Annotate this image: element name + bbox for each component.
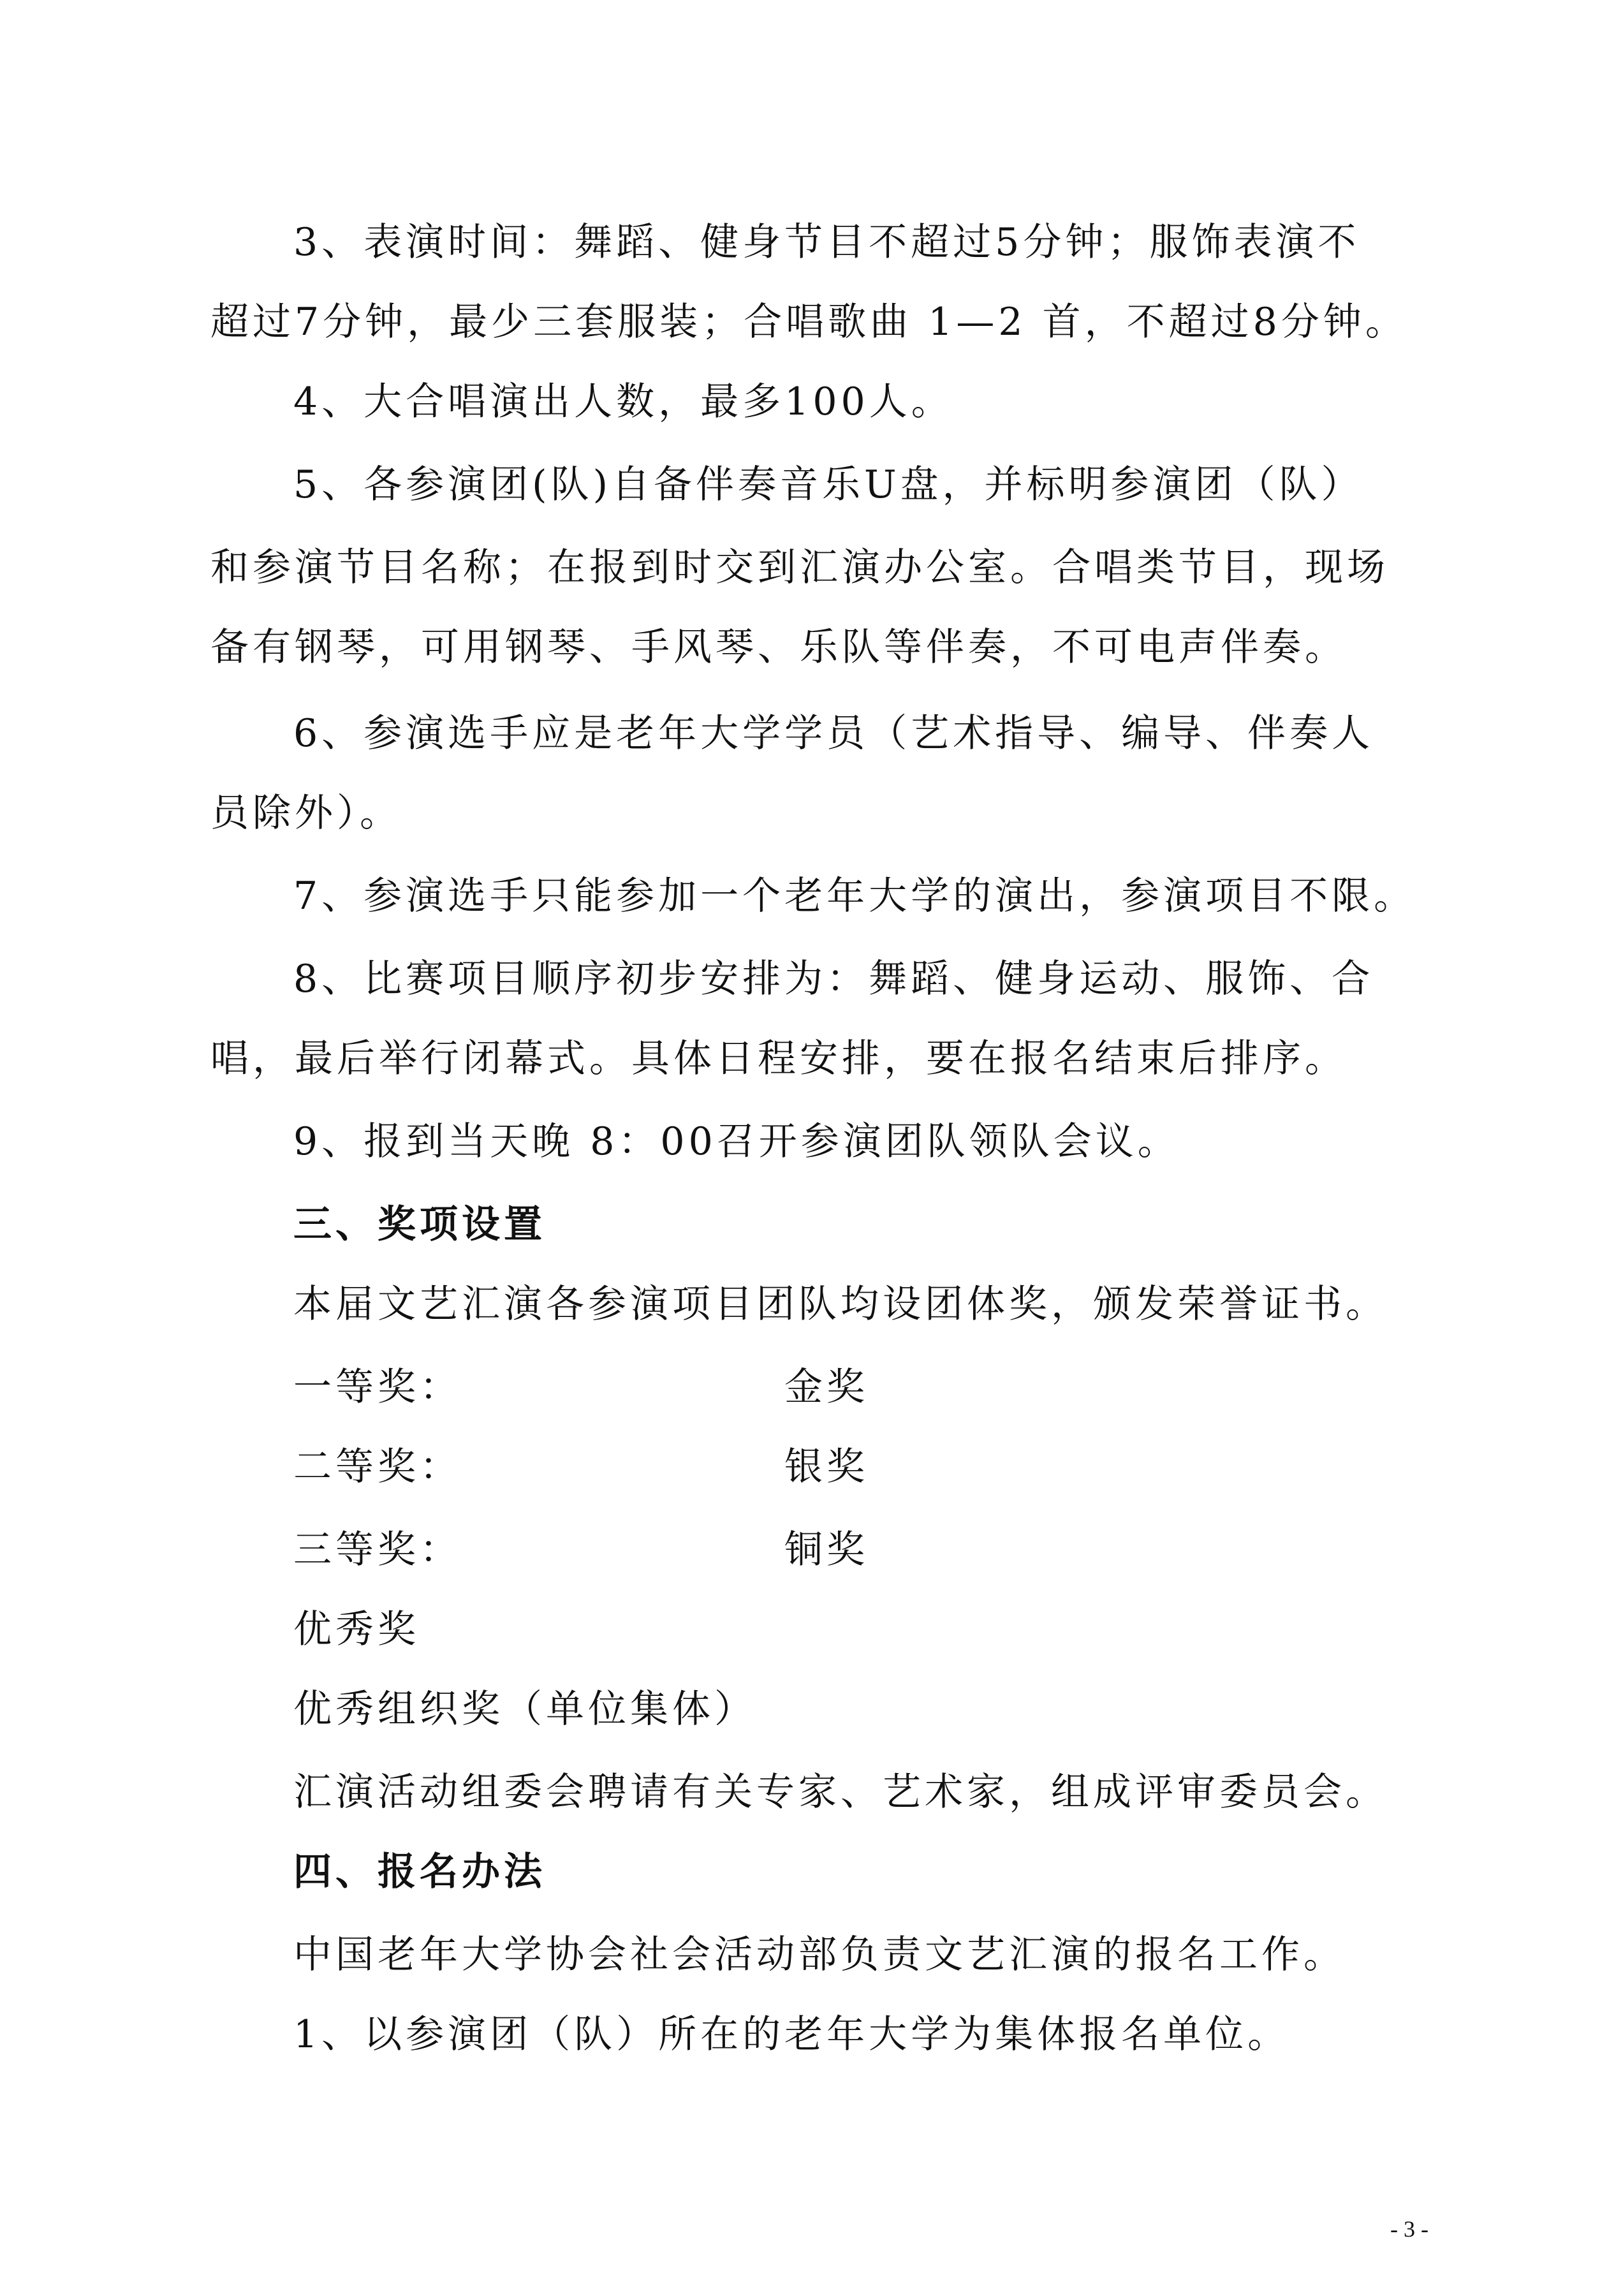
section-heading-registration: 四、报名办法 (293, 1850, 546, 1894)
award-rank: 一等奖： (293, 1365, 462, 1409)
award-name: 银奖 (784, 1445, 869, 1489)
paragraph-line: 超过7分钟，最少三套服装；合唱歌曲 1—2 首，不超过8分钟。 (210, 300, 1407, 344)
award-name: 铜奖 (784, 1527, 869, 1572)
awards-intro: 本届文艺汇演各参演项目团队均设团体奖，颁发荣誉证书。 (293, 1282, 1388, 1327)
page-number: - 3 - (1390, 2216, 1428, 2242)
paragraph-line: 7、参演选手只能参加一个老年大学的演出，参演项目不限。 (293, 874, 1416, 918)
paragraph-line: 5、各参演团(队)自备伴奏音乐U盘，并标明参演团（队） (293, 462, 1363, 507)
paragraph-line: 员除外）。 (210, 791, 402, 835)
award-item (293, 1524, 1505, 1575)
paragraph-line: 唱，最后举行闭幕式。具体日程安排，要在报名结束后排序。 (210, 1036, 1347, 1081)
award-rank: 三等奖： (293, 1527, 462, 1572)
paragraph-line: 8、比赛项目顺序初步安排为：舞蹈、健身运动、服饰、合 (293, 957, 1374, 1001)
section-heading-awards: 三、奖项设置 (293, 1202, 546, 1247)
award-item (293, 1441, 1505, 1492)
award-name: 金奖 (784, 1365, 869, 1409)
award-item (293, 1362, 1505, 1413)
registration-intro: 中国老年大学协会社会活动部负责文艺汇演的报名工作。 (293, 1932, 1346, 1977)
award-excellent: 优秀奖 (293, 1607, 420, 1652)
paragraph-line: 3、表演时间：舞蹈、健身节目不超过5分钟；服饰表演不 (293, 220, 1360, 265)
award-rank: 二等奖： (293, 1445, 462, 1489)
registration-item: 1、以参演团（队）所在的老年大学为集体报名单位。 (293, 2012, 1290, 2057)
paragraph-line: 和参演节目名称；在报到时交到汇演办公室。合唱类节目，现场 (210, 545, 1389, 590)
paragraph-line: 4、大合唱演出人数，最多100人。 (293, 379, 953, 424)
jury-note: 汇演活动组委会聘请有关专家、艺术家，组成评审委员会。 (293, 1770, 1388, 1814)
award-organization: 优秀组织奖（单位集体） (293, 1687, 756, 1732)
paragraph-line: 备有钢琴，可用钢琴、手风琴、乐队等伴奏，不可电声伴奏。 (210, 625, 1347, 670)
paragraph-line: 9、报到当天晚 8：00召开参演团队领队会议。 (293, 1119, 1180, 1164)
paragraph-line: 6、参演选手应是老年大学学员（艺术指导、编导、伴奏人 (293, 711, 1374, 756)
